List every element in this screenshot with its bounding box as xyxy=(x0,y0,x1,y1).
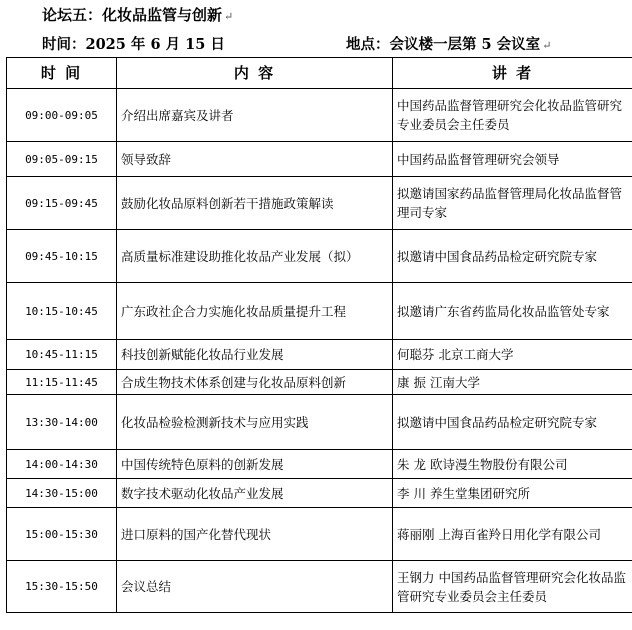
table-row xyxy=(7,395,632,450)
row-speaker: 何聪芬 北京工商大学 xyxy=(393,340,632,370)
row-time: 10:45-11:15 xyxy=(7,340,117,370)
table-row xyxy=(7,370,632,395)
row-time: 09:05-09:15 xyxy=(7,142,117,177)
row-topic: 数字技术驱动化妆品产业发展 xyxy=(117,479,393,508)
table-row xyxy=(7,283,632,340)
column-header-time: 时 间 xyxy=(7,58,117,89)
row-time: 09:00-09:05 xyxy=(7,89,117,142)
table-row xyxy=(7,561,632,613)
table-row xyxy=(7,89,632,142)
table-row xyxy=(7,479,632,508)
page-title: 论坛五：化妆品监管与创新 ↵ xyxy=(42,6,234,24)
row-time: 09:45-10:15 xyxy=(7,230,117,283)
row-topic: 介绍出席嘉宾及讲者 xyxy=(117,89,393,142)
column-header-topic: 内 容 xyxy=(117,58,393,89)
row-time: 10:15-10:45 xyxy=(7,283,117,340)
row-speaker: 李 川 养生堂集团研究所 xyxy=(393,479,632,508)
event-time: 时间：2025 年 6 月 15 日 xyxy=(42,36,225,53)
row-speaker: 拟邀请中国食品药品检定研究院专家 xyxy=(393,230,632,283)
table-header-row xyxy=(7,58,632,89)
row-speaker: 拟邀请广东省药监局化妆品监管处专家 xyxy=(393,283,632,340)
row-time: 14:00-14:30 xyxy=(7,450,117,479)
table-row xyxy=(7,142,632,177)
row-topic: 鼓励化妆品原料创新若干措施政策解读 xyxy=(117,177,393,230)
row-topic: 广东政社企合力实施化妆品质量提升工程 xyxy=(117,283,393,340)
event-location: 地点：会议楼一层第 5 会议室 ↵ xyxy=(346,36,552,53)
row-time: 09:15-09:45 xyxy=(7,177,117,230)
row-speaker: 康 振 江南大学 xyxy=(393,370,632,395)
schedule-table xyxy=(6,57,632,613)
row-speaker: 王钢力 中国药品监督管理研究会化妆品监管研究专业委员会主任委员 xyxy=(393,561,632,613)
row-topic: 进口原料的国产化替代现状 xyxy=(117,508,393,561)
table-row xyxy=(7,230,632,283)
row-topic: 科技创新赋能化妆品行业发展 xyxy=(117,340,393,370)
row-topic: 合成生物技术体系创建与化妆品原料创新 xyxy=(117,370,393,395)
row-topic: 会议总结 xyxy=(117,561,393,613)
table-row xyxy=(7,177,632,230)
row-speaker: 拟邀请中国食品药品检定研究院专家 xyxy=(393,395,632,450)
row-time: 14:30-15:00 xyxy=(7,479,117,508)
row-speaker: 蒋丽刚 上海百雀羚日用化学有限公司 xyxy=(393,508,632,561)
row-speaker: 拟邀请国家药品监督管理局化妆品监督管理司专家 xyxy=(393,177,632,230)
column-header-speaker: 讲 者 xyxy=(393,58,632,89)
row-speaker: 中国药品监督管理研究会化妆品监管研究专业委员会主任委员 xyxy=(393,89,632,142)
row-topic: 化妆品检验检测新技术与应用实践 xyxy=(117,395,393,450)
row-topic: 领导致辞 xyxy=(117,142,393,177)
row-topic: 高质量标准建设助推化妆品产业发展（拟） xyxy=(117,230,393,283)
row-time: 15:30-15:50 xyxy=(7,561,117,613)
table-row xyxy=(7,340,632,370)
row-time: 13:30-14:00 xyxy=(7,395,117,450)
table-row xyxy=(7,508,632,561)
row-topic: 中国传统特色原料的创新发展 xyxy=(117,450,393,479)
row-time: 15:00-15:30 xyxy=(7,508,117,561)
row-time: 11:15-11:45 xyxy=(7,370,117,395)
row-speaker: 朱 龙 欧诗漫生物股份有限公司 xyxy=(393,450,632,479)
row-speaker: 中国药品监督管理研究会领导 xyxy=(393,142,632,177)
table-row xyxy=(7,450,632,479)
